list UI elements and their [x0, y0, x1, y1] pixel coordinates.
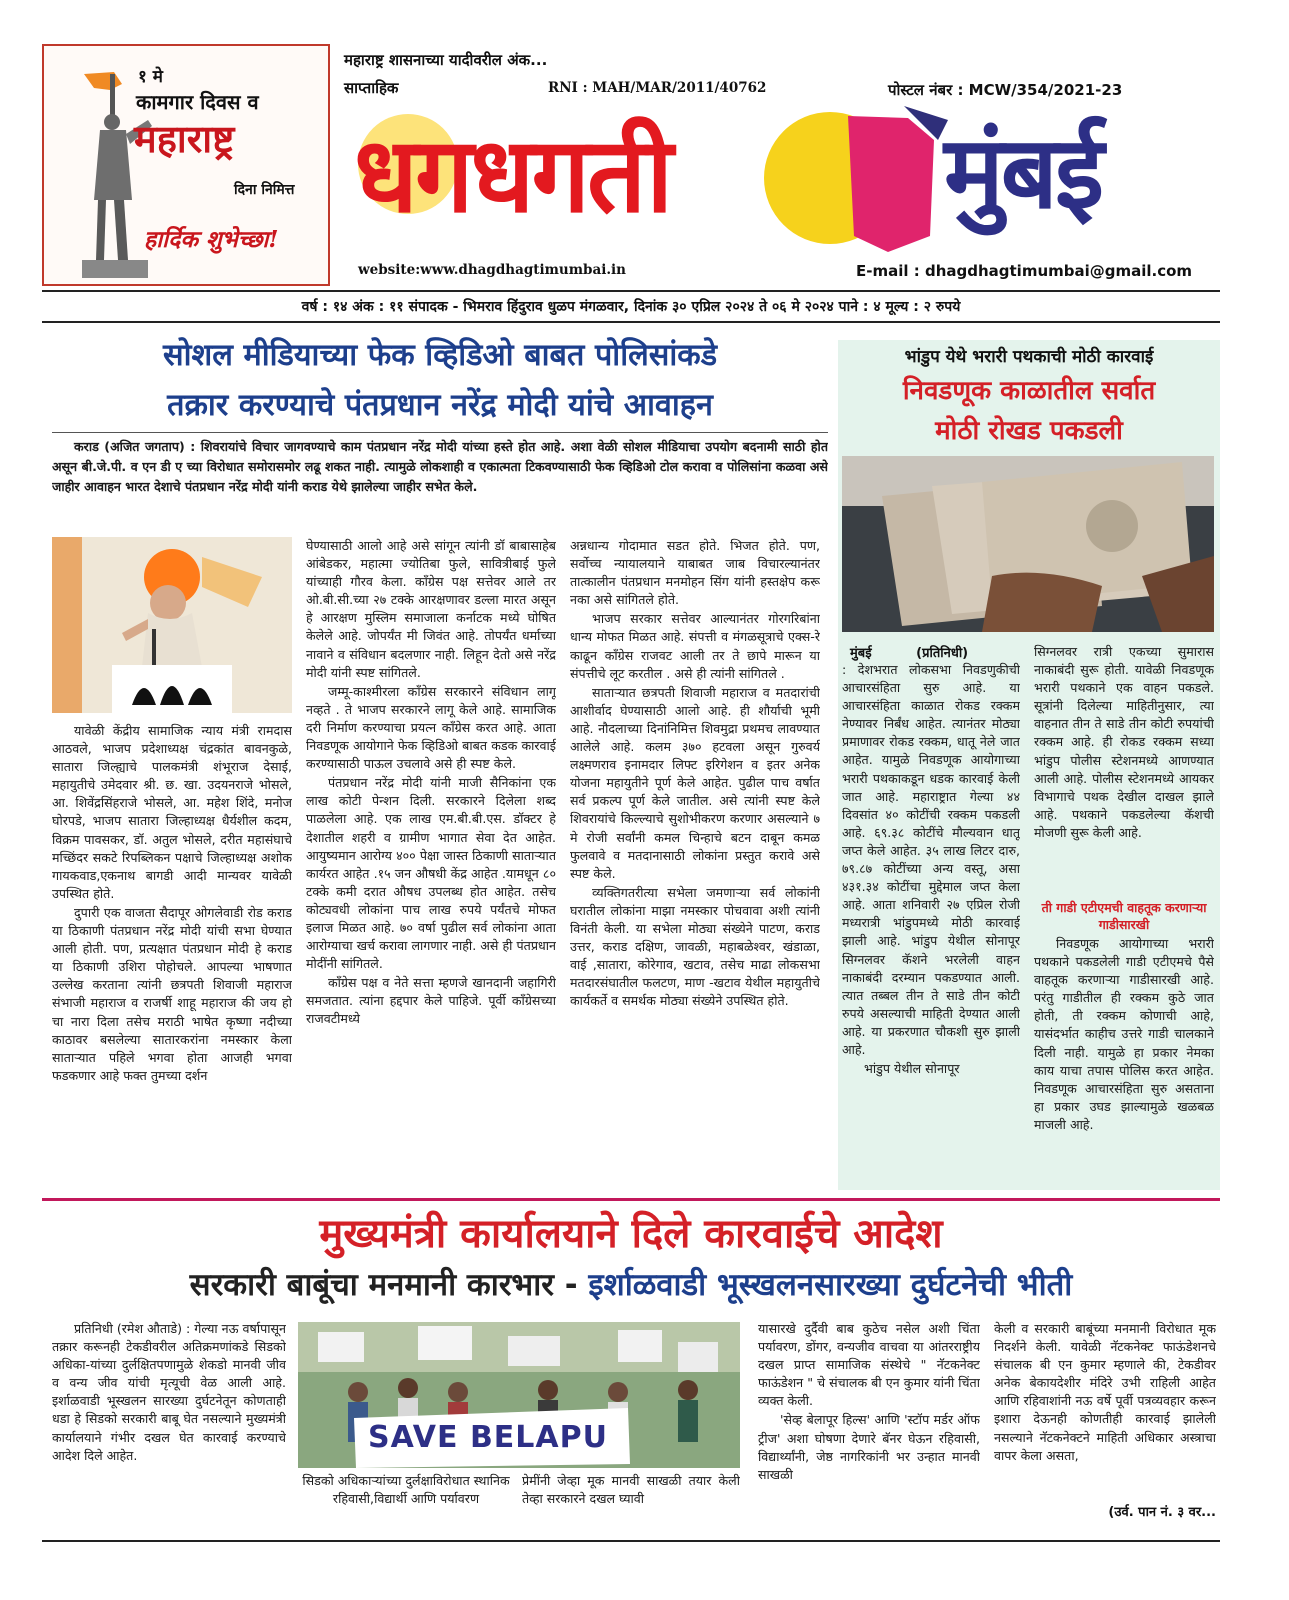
sidebar-kicker: भांडुप येथे भरारी पथकाची मोठी कारवाई: [904, 347, 1154, 367]
lead-headline-line2: तक्रार करण्याचे पंतप्रधान नरेंद्र मोदी यांचे आवाहन: [167, 388, 713, 423]
sidebar-headline-line1: निवडणूक काळातील सर्वात: [902, 376, 1156, 406]
lead-headline-line1: सोशल मीडियाच्या फेक व्हिडिओ बाबत पोलिसांकडे: [162, 338, 718, 373]
masthead-weekly: साप्ताहिक: [344, 79, 399, 97]
masthead-divider-bottom: [42, 321, 1220, 323]
masthead-divider-top: [42, 290, 1220, 292]
masthead-title-part2: मुंबई: [944, 114, 1101, 231]
promo-wishes: हार्दिक शुभेच्छा!: [144, 226, 279, 253]
sidebar-column-2b: निवडणूक आयोगाच्या भरारी पथकाने पकडलेली गाडी एटीएमचे पैसे वाहतूक करणाऱ्या गाडीसारखी आहे. परंतु गाडीतील ही रक्कम कुठे जात होती, ती रक्कम कोणाची आहे, यासंदर्भात काहीच उत्तरे गाडी चालकाने दिली नाही. यामुळे हा प्रकार नेमका काय याचा तपास पोलिस करत आहेत. निवडणूक आचारसंहिता सुरु असताना हा प्रकार उघड झाल्यामुळे खळबळ माजली आहे.: [1034, 936, 1214, 1132]
masthead-tagline: महाराष्ट्र शासनाच्या यादीवरील अंक...: [344, 51, 548, 69]
promo-date: १ मे: [138, 67, 163, 87]
photo-caption-left: सिडको अधिकाऱ्यांच्या दुर्लक्षाविरोधात स्थानिक रहिवासी,विद्यार्थी आणि पर्यावरण: [302, 1473, 510, 1507]
promo-line3: दिना निमित्त: [234, 182, 295, 198]
bottom-subhead-part2: इर्शाळवाडी भूस्खलनसारख्या दुर्घटनेची भीती: [588, 1267, 1073, 1303]
bottom-subheadline: [42, 1264, 1220, 1306]
sidebar-column-1: : देशभरात लोकसभा निवडणुकीची आचारसंहिता सुरु आहे. या आचारसंहिता काळात रोकड रक्कम नेण्यावर निर्बंध आहेत. त्यानंतर मोठ्या प्रमाणावर रोकड रक्कम, धातू नेले जात आहेत. यामुळे निवडणूक आयोगाच्या भरारी पथकाकडून धडक कारवाई केली जात आहे. महाराष्ट्रात गेल्या ४४ दिवसांत ४० कोटींची रक्कम पकडली आहे. ६९.३८ कोटींचे मौल्यवान धातू जप्त केले आहेत. ३५ लाख लिटर दारु, ७९.८७ कोटींच्या अन्य वस्तू, असा ४३१.३४ कोटींचा मुद्देमाल जप्त केला आहे. आता शनिवारी २७ एप्रिल रोजी मध्यरात्री भांडुपमध्ये मोठी कारवाई झाली आहे. भांडुप येथील सोनापूर सिग्नलवर कॅशने भरलेली वाहन नाकाबंदी दरम्यान पकडण्यात आली. त्यात तब्बल तीन ते साडे तीन कोटी रुपये असल्याची माहिती देण्यात आली आहे. या प्रकरणात चौकशी सुरु झाली आहे. भांडुप येथील सोनापूर: [842, 662, 1020, 1077]
masthead-logo: [348, 106, 1184, 256]
postal-number: पोस्टल नंबर : MCW/354/2021-23: [888, 81, 1123, 99]
lead-intro: कराड (अजित जगताप) : शिवरायांचे विचार जागवण्याचे काम पंतप्रधान नरेंद्र मोदी यांच्या हस्ते होत आहे. अशा वेळी सोशल मीडियाचा उपयोग बदनामी साठी होत असून बी.जे.पी. व एन डी ए च्या विरोधात समोरासमोर लढू शकत नाही. त्यामुळे लोकशाही व एकात्मता टिकवण्यासाठी फेक व्हिडिओ टोल करावा व पोलिसांना कळवा असे जाहीर आवाहन भारत देशाचे पंतप्रधान नरेंद्र मोदी यांनी कराड येथे झालेल्या जाहीर सभेत केले.: [52, 439, 828, 494]
promo-line1: कामगार दिवस व: [136, 90, 259, 114]
website-link[interactable]: website:www.dhagdhagtimumbai.in: [358, 262, 626, 278]
bottom-column-4: केली व सरकारी बाबूंच्या मनमानी विरोधात मूक निदर्शने केली. यावेळी नॅटकनेक्ट फाऊंडेशनचे संचालक बी एन कुमार म्हणाले की, टेकडीवर अनेक बेकायदेशीर मंदिरे उभी राहिली आहेत आणि रहिवाशांनी नऊ वर्षे पूर्वी पत्रव्यवहार करून इशारा देऊनही कोणतीही कारवाई झालेली नसल्याने नॅटकनेक्टने माहिती अधिकार अस्त्राचा वापर केला असता,: [994, 1321, 1216, 1463]
photo-caption-right: प्रेमींनी जेव्हा मूक मानवी साखळी तयार केली तेव्हा सरकारने दखल घ्यावी: [522, 1473, 740, 1507]
lead-rule: [52, 432, 828, 433]
sidebar-dateline: [850, 643, 1020, 661]
bottom-headline: मुख्यमंत्री कार्यालयाने दिले कारवाईचे आदेश: [319, 1211, 943, 1257]
promo-state: महाराष्ट्र: [134, 116, 235, 161]
sidebar-dateline-place: मुंबई: [850, 646, 872, 661]
bottom-subhead-part1: सरकारी बाबूंचा मनमानी कारभार -: [189, 1267, 589, 1303]
protest-banner-text: SAVE BELAPU: [368, 1420, 608, 1455]
bottom-column-1: प्रतिनिधी (रमेश औताडे) : गेल्या नऊ वर्षापासून तक्रार करूनही टेकडीवरील अतिक्रमणांकडे सिडको अधिका-यांच्या दुर्लक्षितपणामुळे शेकडो मानवी जीव व वन्य जीव यांची मृत्यूची वेळ आली आहे. इर्शाळवाडी भूस्खलन सारख्या दुर्घटनेतून कोणताही धडा हे सिडको सरकारी बाबू घेत नसल्याने मुख्यमंत्री कार्यालयाने गंभीर दखल घेत कारवाई करण्याचे आदेश दिले आहेत.: [52, 1321, 286, 1463]
modi-photo: [52, 537, 292, 713]
promo-box: [42, 44, 330, 286]
bottom-divider: [42, 1198, 1220, 1201]
sidebar-headline-line2: मोठी रोखड पकडली: [935, 416, 1123, 446]
lead-column-3: अन्नधान्य गोदामात सडत होते. भिजत होते. पण, सर्वोच्च न्यायालयाने याबाबत जाब विचारल्यानंतर तात्कालीन पंतप्रधान मनमोहन सिंग यांनी हस्तक्षेप करू नका असे सांगितले होते. भाजप सरकार सत्तेवर आल्यानंतर गोरगरिबांना धान्य मोफत मिळत आहे. संपत्ती व मंगळसूत्राचे एक्स-रे काढून काँग्रेस राजवट आली तर ते छापे मारून या संपत्तीचे लूट करतील . असे ही त्यांनी सांगितले . साताऱ्यात छत्रपती शिवाजी महाराज व मतदारांची आशीर्वाद घेण्यासाठी आलो आहे. ही शौर्याची भूमी आहे. नौदलाच्या दिनांनिमित्त शिवमुद्रा प्रथमच लावण्यात आलेले आहे. कलम ३७० हटवला असून गुरुवर्य लक्ष्मणराव इनामदार लिफ्ट इरिगेशन व इतर अनेक योजना महायुतीने पूर्ण केले आहेत. पुढील पाच वर्षात सर्व प्रकल्प पूर्ण केले जातील. असे त्यांनी स्पष्ट केले शिवरायांचे किल्ल्याचे सुशोभीकरण करणार असल्याने ७ मे रोजी सर्वांनी कमल चिन्हाचे बटन दाबून कमळ फुलवावे व मतदानासाठी लोकांना प्रस्तुत करावे असे स्पष्ट केले. व्यक्तिगतरीत्या सभेला जमणाऱ्या सर्व लोकांनी घरातील लोकांना माझा नमस्कार पोचवावा अशी त्यांनी विनंती केली. या सभेला मोठ्या संख्येने पाटण, कराड उत्तर, कराड दक्षिण, जावळी, महाबळेश्वर, खंडाळा, वाई ,सातारा, कोरेगाव, खटाव, तसेच माढा लोकसभा मतदारसंघातील फलटण, माण -खटाव येथील महायुतीचे कार्यकर्ते व समर्थक मोठ्या संख्येने उपस्थित होते.: [570, 538, 820, 1009]
email-link[interactable]: E-mail : dhagdhagtimumbai@gmail.com: [856, 262, 1193, 280]
bottom-column-3: यासारखे दुर्दैवी बाब कुठेच नसेल अशी चिंता पर्यावरण, डोंगर, वन्यजीव वाचवा या आंतरराष्ट्रीय दखल प्राप्त सामाजिक संस्थेचे " नॅटकनेक्ट फाऊंडेशन " चे संचालक बी एन कुमार यांनी चिंता व्यक्त केली. 'सेव्ह बेलापूर हिल्स' आणि 'स्टॉप मर्डर ऑफ ट्रीज' अशा घोषणा देणारे बॅनर घेऊन रहिवासी, विद्यार्थ्यांनी, जेष्ठ नागरिकांनी भर उन्हात मानवी साखळी: [758, 1321, 980, 1482]
rni-number: RNI : MAH/MAR/2011/40762: [548, 80, 767, 96]
sidebar-dateline-source: (प्रतिनिधी): [916, 646, 969, 661]
lead-column-2: घेण्यासाठी आलो आहे असे सांगून त्यांनी डॉ बाबासाहेब आंबेडकर, महात्मा ज्योतिबा फुले, सावित्रीबाई फुले यांच्याही गौरव केला. काँग्रेस पक्ष सत्तेवर आले तर ओ.बी.सी.च्या २७ टक्के आरक्षणावर डल्ला मारत असून हे आरक्षण मुस्लिम समाजाला कर्नाटक मध्ये घोषित केलेले आहे. जोपर्यंत मी जिवंत आहे. तोपर्यंत धर्माच्या नावाने व संविधान बदलणार नाही. लिहून देतो असे नरेंद्र मोदी यांनी स्पष्ट सांगितले. जम्मू-काश्मीरला काँग्रेस सरकारने संविधान लागू नव्हते . ते भाजप सरकारने लागू केले आहे. सामाजिक दरी निर्माण करण्याचा प्रयत्न काँग्रेस करत आहे. आता निवडणूक आयोगाने फेक व्हिडिओ बाबत कडक कारवाई करण्यासाठी पाऊल उचलावे असे ही स्पष्ट केले. पंतप्रधान नरेंद्र मोदी यांनी माजी सैनिकांना एक लाख कोटी पेन्शन दिली. सरकारने दिलेला शब्द पाळलेला आहे. एक लाख एम.बी.बी.एस. डॉक्टर हे देशातील शहरी व ग्रामीण भागात सेवा देत आहेत. आयुष्यमान आरोग्य ४०० पेक्षा जास्त ठिकाणी साताऱ्यात कार्यरत आहेत .१५ जन औषधी केंद्र आहेत .यामधून ८० टक्के कमी दरात औषध उपलब्ध होत आहेत. तसेच कोट्यवधी लोकांना पाच लाख रुपये पर्यंतचे मोफत इलाज मिळत आहे. ७० वर्षा पुढील सर्व लोकांना आता आरोग्याचा खर्च करावा लागणार नाही. असे ही पंतप्रधान मोदींनी सांगितले. काँग्रेस पक्ष व नेते सत्ता म्हणजे खानदानी जहागिरी समजतात. त्यांना हद्दपार केले पाहिजे. पूर्वी काँग्रेसच्या राजवटीमध्ये: [306, 538, 556, 1027]
protest-photo: [298, 1322, 740, 1468]
sidebar-subhead: ती गाडी एटीएमची वाहतूक करणाऱ्या गाडीसारखी: [1041, 900, 1207, 932]
cash-photo: [842, 456, 1214, 632]
continued-note: (उर्व. पान नं. ३ वर...: [1108, 1505, 1216, 1520]
issue-info-line: वर्ष : १४ अंक : ११ संपादक - भिमराव हिंदुराव धुळप मंगळवार, दिनांक ३० एप्रिल २०२४ ते ०६ मे २०२४ पाने : ४ मूल्य : २ रुपये: [301, 299, 961, 315]
page-bottom-rule: [42, 1540, 1220, 1542]
masthead-title-part1: धगधगती: [354, 114, 671, 236]
lead-column-1: यावेळी केंद्रीय सामाजिक न्याय मंत्री रामदास आठवले, भाजप प्रदेशाध्यक्ष चंद्रकांत बावनकुळे, सातारा जिल्ह्याचे पालकमंत्री शंभूराज देसाई, महायुतीचे उमेदवार श्री. छ. खा. उदयनराजे भोसले, आ. शिवेंद्रसिंहराजे भोसले, आ. महेश शिंदे, मनोज घोरपडे, भाजप सातारा जिल्हाध्यक्ष धैर्यशील कदम, विक्रम पावसकर, डॉ. अतुल भोसले, दरीत महासंघाचे मच्छिंदर सकटे रिपब्लिकन पक्षाचे जिल्हाध्यक्ष अशोक गायकवाड,एकनाथ बागडी आदी मान्यवर यावेळी उपस्थित होते. दुपारी एक वाजता सैदापूर ओगलेवाडी रोड कराड या ठिकाणी पंतप्रधान नरेंद्र मोदी यांची सभा घेण्यात आली होती. पण, प्रत्यक्षात पंतप्रधान मोदी हे कराड या ठिकाणी उशिरा पोहोचले. आपल्या भाषणात उल्लेख करताना त्यांनी छत्रपती शिवाजी महाराज संभाजी महाराज व राजर्षी शाहू महाराज की जय हो चा नारा दिला तसेच मराठी भाषेत कृष्णा नदीच्या काठावर बसलेल्या सातारकरांना नमस्कार केला साताऱ्यात पहिले भगवा होता आजही भगवा फडकणार आहे फक्त तुमच्या दर्शन: [52, 723, 292, 1083]
sidebar-column-2: सिग्नलवर रात्री एकच्या सुमारास नाकाबंदी सुरू होती. यावेळी निवडणूक भरारी पथकाने एक वाहन पकडले. सूत्रांनी दिलेल्या माहितीनुसार, त्या वाहनात तीन ते साडे तीन कोटी रुपयांची रक्कम आहे. ही रोकड रक्कम सध्या भांडुप पोलीस स्टेशनमध्ये आणण्यात आली आहे. पोलीस स्टेशनमध्ये आयकर विभागाचे पथक देखील दाखल झाले आहे. पथकाने पकडलेल्या कॅशची मोजणी सुरू केली आहे.: [1034, 644, 1214, 840]
